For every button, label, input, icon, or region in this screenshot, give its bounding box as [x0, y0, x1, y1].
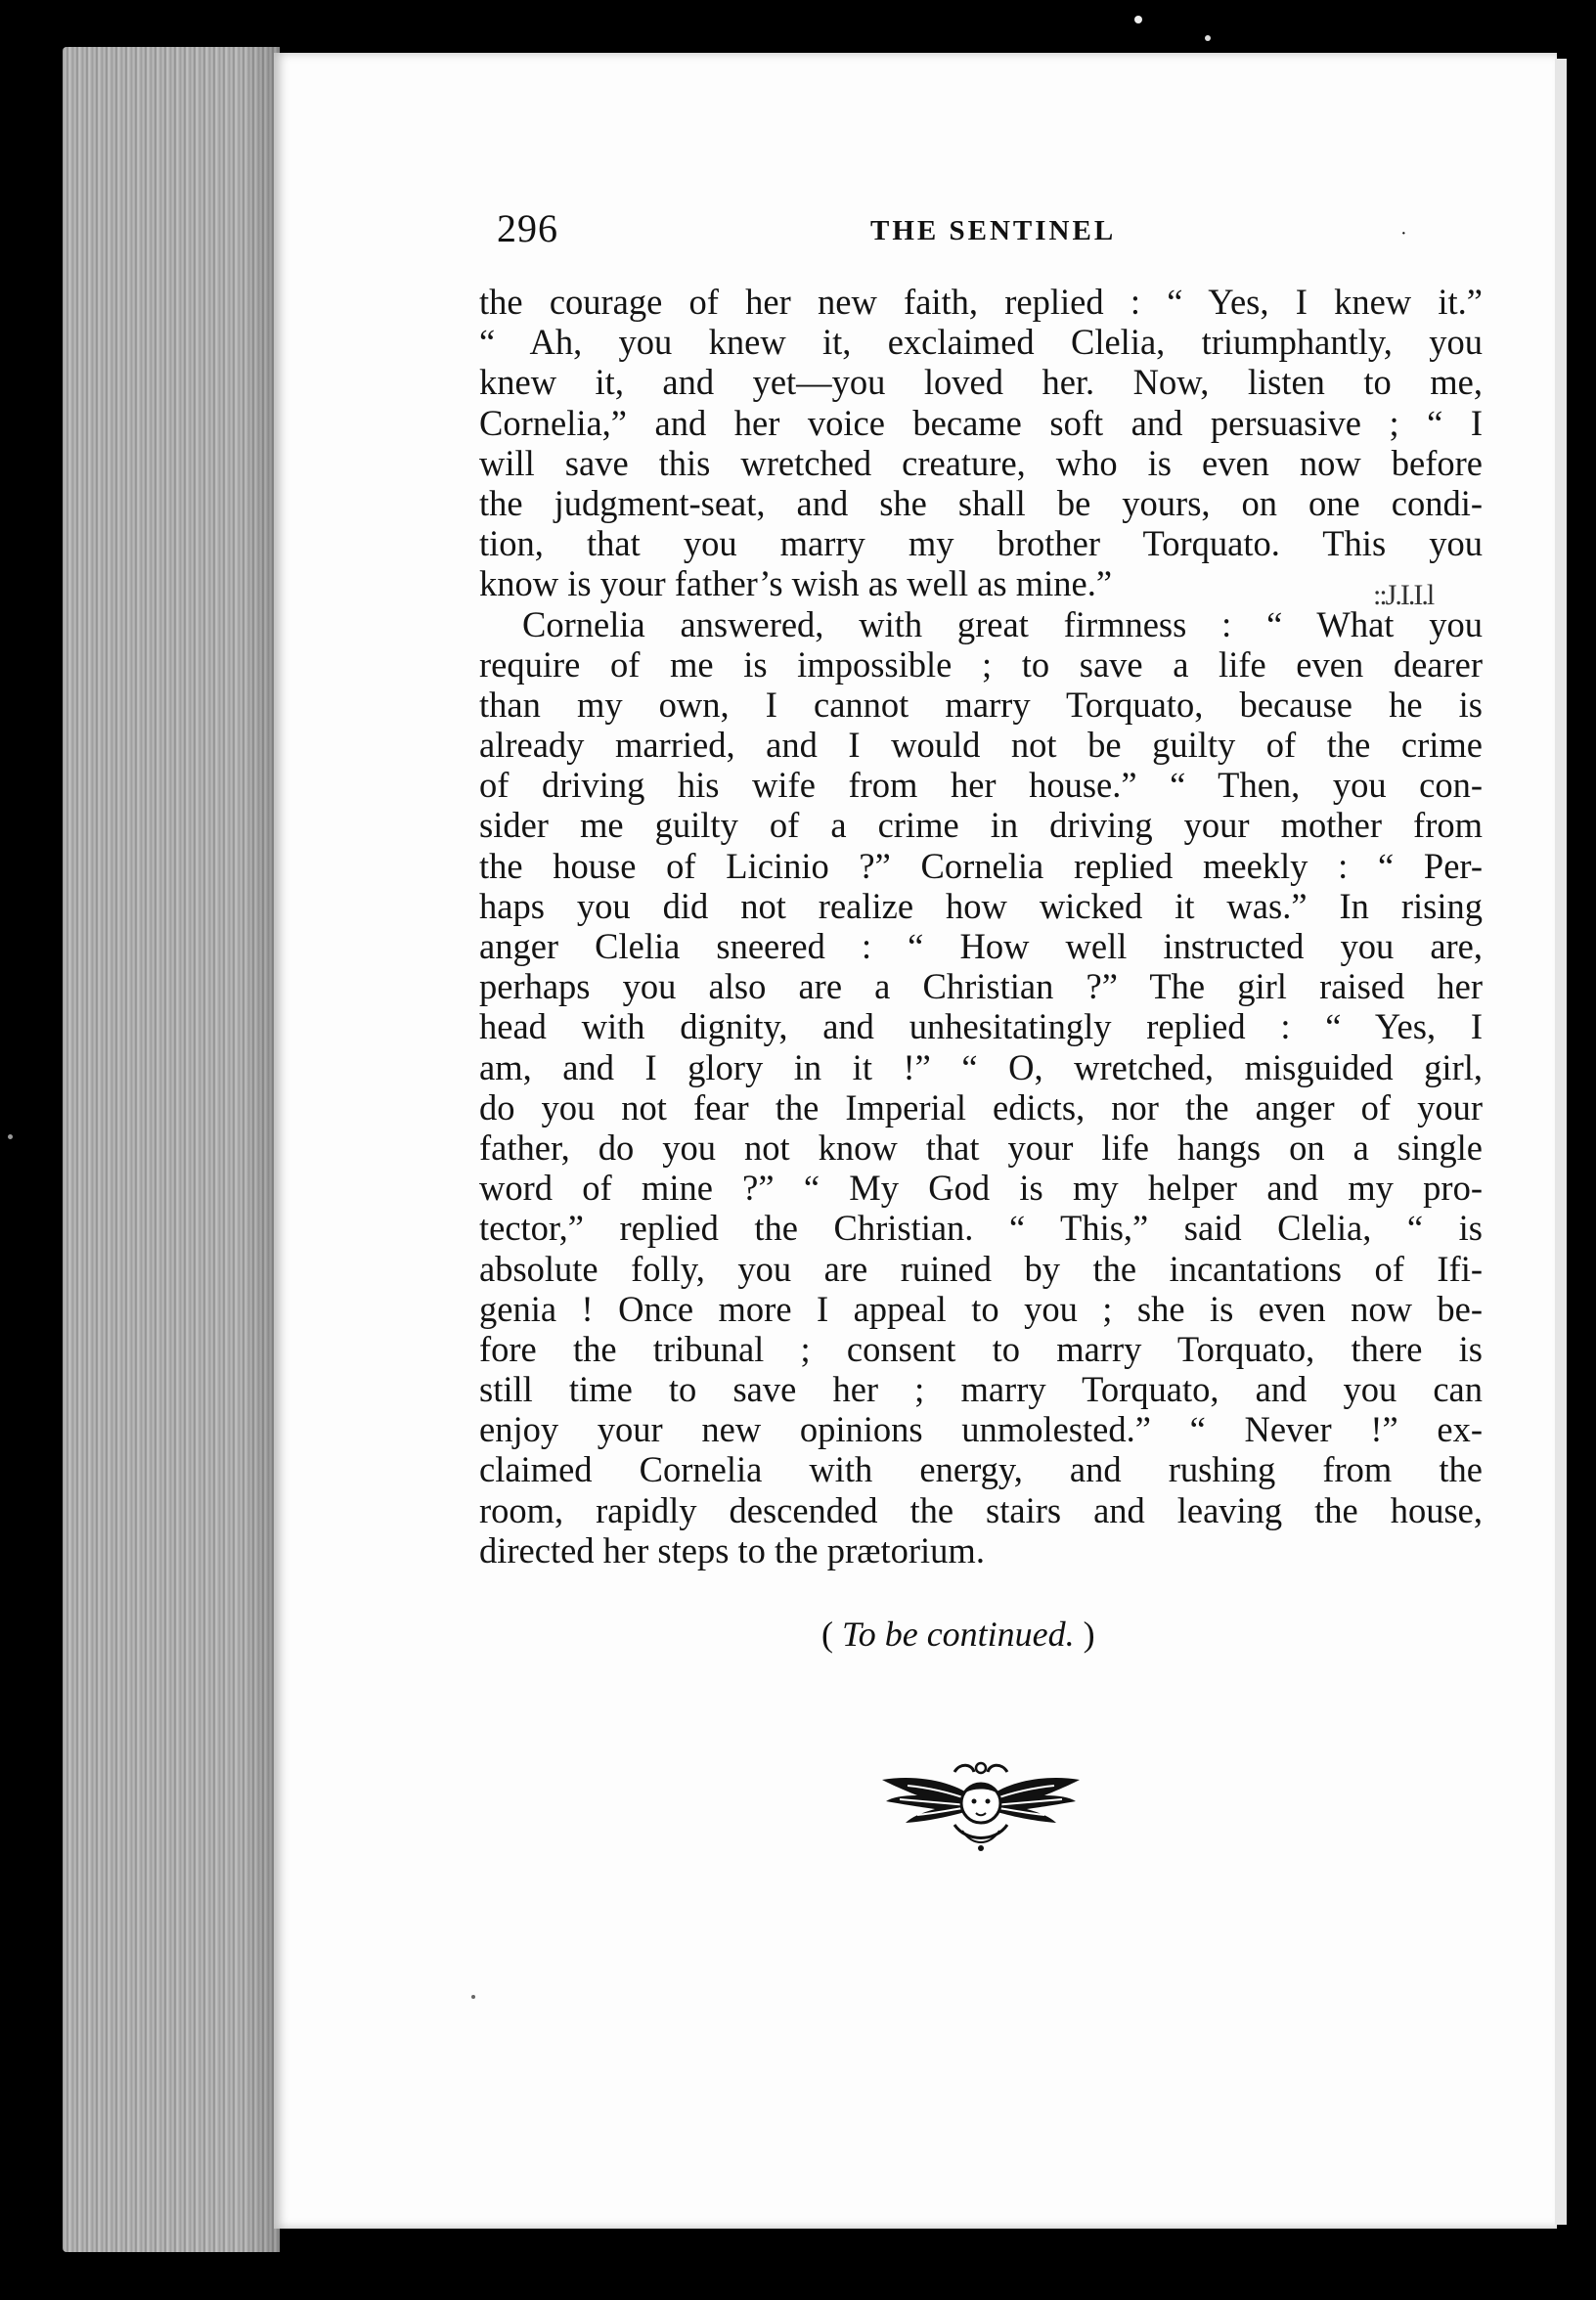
text-line: will save this wretched creature, who is even now before — [479, 442, 1483, 483]
page-right-edge — [1555, 59, 1567, 2225]
text-line: head with dignity, and unhesitatingly replied : “ Yes, I — [479, 1006, 1483, 1047]
close-paren: ) — [1083, 1614, 1095, 1654]
text-line: directed her steps to the prætorium. — [479, 1529, 985, 1570]
text-line: than my own, I cannot marry Torquato, because he is — [479, 684, 1483, 725]
text-line: word of mine ?” “ My God is my helper and my pro- — [479, 1168, 1483, 1209]
text-line: sider me guilty of a crime in driving your mother from — [479, 805, 1483, 846]
text-line: already married, and I would not be guilty of the crime — [479, 725, 1483, 766]
text-line: am, and I glory in it !” “ O, wretched, misguided girl, — [479, 1046, 1483, 1087]
page-edges — [63, 47, 280, 2252]
running-title: THE SENTINEL — [870, 215, 1117, 246]
text-line: tion, that you marry my brother Torquato. This you — [479, 523, 1483, 564]
bleed-through-mark: ::J.I.I.l — [1373, 579, 1434, 611]
text-line: claimed Cornelia with energy, and rushing from the — [479, 1449, 1483, 1490]
to-be-continued — [821, 1614, 1095, 1655]
text-line: the judgment-seat, and she shall be yours, on one condi- — [479, 482, 1483, 523]
page-number: 296 — [497, 206, 558, 250]
text-line: still time to save her ; marry Torquato, and you can — [479, 1369, 1483, 1410]
scan-speck — [471, 1995, 475, 1999]
winged-cherub-icon — [878, 1752, 1084, 1860]
text-line: tector,” replied the Christian. “ This,” said Clelia, “ is — [479, 1208, 1483, 1249]
text-line: Cornelia,” and her voice became soft and persuasive ; “ I — [479, 402, 1483, 443]
text-line: Cornelia answered, with great firmness : “ What you — [522, 603, 1483, 644]
text-line: fore the tribunal ; consent to marry Torquato, there is — [479, 1328, 1483, 1369]
text-line: enjoy your new opinions unmolested.” “ Never !” ex- — [479, 1409, 1483, 1450]
text-line: room, rapidly descended the stairs and leaving the house, — [479, 1489, 1483, 1530]
text-line: the house of Licinio ?” Cornelia replied meekly : “ Per- — [479, 845, 1483, 886]
text-line: require of me is impossible ; to save a life even dearer — [479, 643, 1483, 685]
text-line: absolute folly, you are ruined by the incantations of Ifi- — [479, 1248, 1483, 1289]
text-line: anger Clelia sneered : “ How well instructed you are, — [479, 926, 1483, 966]
body-text — [479, 282, 1483, 1570]
text-line: of driving his wife from her house.” “ Then, you con- — [479, 765, 1483, 806]
continued-text: To be continued. — [842, 1614, 1075, 1654]
text-line: perhaps you also are a Christian ?” The girl raised her — [479, 966, 1483, 1007]
text-line: do you not fear the Imperial edicts, nor the anger of your — [479, 1086, 1483, 1128]
header-speck: · — [1400, 223, 1407, 244]
text-line: “ Ah, you knew it, exclaimed Clelia, triumphantly, you — [479, 322, 1483, 363]
open-paren: ( — [821, 1614, 833, 1654]
text-line: know is your father’s wish as well as mine.” — [479, 563, 1113, 604]
text-line: father, do you not know that your life hangs on a single — [479, 1127, 1483, 1168]
text-line: the courage of her new faith, replied : “ Yes, I knew it.” — [479, 282, 1483, 322]
scan-speck — [1205, 35, 1211, 41]
scan-speck — [1134, 16, 1142, 23]
scan-speck — [8, 1134, 13, 1139]
text-line: knew it, and yet—you loved her. Now, listen to me, — [479, 362, 1483, 403]
text-line: genia ! Once more I appeal to you ; she is even now be- — [479, 1288, 1483, 1329]
page-header — [497, 205, 1475, 264]
text-line: haps you did not realize how wicked it was.” In rising — [479, 885, 1483, 926]
